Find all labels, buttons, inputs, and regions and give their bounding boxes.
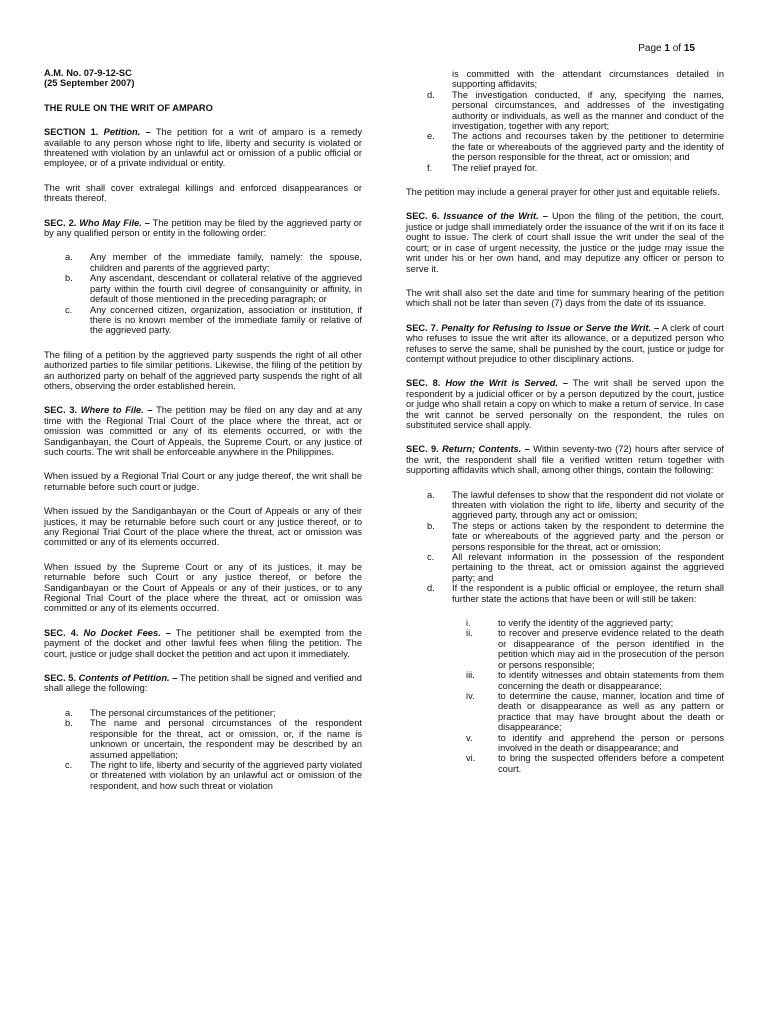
section-6-text: Upon the filing of the petition, the court, justice or judge shall immediately order the issuance of the writ if on its face it ought to issue. The clerk of court shall issue the writ under the seal of the court; or in case of urgent necessity, the justice or the judge may issue the writ under his or her own hand, and may deputize any officer or person to serve it. (406, 211, 724, 274)
list-item: b. The name and personal circumstances of the respondent responsible for the threat, act or omission, or, if the name is unknown or uncertain, the respondent may be described by an assumed appellation; (65, 718, 362, 760)
section-1-text: The petition for a writ of amparo is a remedy available to any person whose right to life, liberty and security is violated or threatened with violation by an unlawful act or omission of a public official or employee, or of a private individual or entity. (44, 127, 362, 169)
section-8: SEC. 8. How the Writ is Served. – The writ shall be served upon the respondent by a judicial officer or by a person deputized by the court, justice or judge who shall retain a copy on which to make a return of service. In case the writ cannot be served personally on the respondent, the rules on substituted service shall apply. (406, 378, 724, 430)
section-3-text: The petition may be filed on any day and at any time with the Regional Trial Court of the place where the threat, act or omission was committed or any of its elements occurred, or with the Sandiganbayan, the Court of Appeals, the Supreme Court, or any justice of such courts. The writ shall be enforceable anywhere in the Philippines. (44, 405, 362, 457)
section-5-paragraph-2: The petition may include a general prayer for other just and equitable reliefs. (406, 187, 720, 198)
section-9-number: SEC. 9. (406, 444, 439, 455)
section-7: SEC. 7. Penalty for Refusing to Issue or Serve the Writ. – A clerk of court who refuses to issue the writ after its allowance, or a deputized person who refuses to serve the same, shall be punished by the court, justice or judge for contempt without prejudice to other disciplinary actions. (406, 322, 724, 364)
section-2-number: SEC. 2. (44, 217, 77, 228)
section-2-text: The petition may be filed by the aggrieved party or by any qualified person or entity in the following order: (44, 217, 362, 239)
section-6-paragraph-2: The writ shall also set the date and time for summary hearing of the petition which shall not be later than seven (7) days from the date of its issuance. (406, 287, 724, 309)
section-5-number: SEC. 5. (44, 673, 77, 684)
section-2-list (44, 252, 362, 335)
roman-list-item: vi. to bring the suspected offenders before a competent court. (466, 753, 724, 774)
section-3-heading: Where to File. (80, 405, 144, 416)
page-total: 15 (683, 43, 695, 54)
roman-list-item: v. to identify and apprehend the person or persons involved in the death or disappearance; and (466, 732, 724, 753)
section-5-list-continued (406, 69, 724, 173)
case-date: (25 September 2007) (44, 78, 135, 89)
section-9-roman-list (406, 618, 724, 774)
section-1-paragraph-2: The writ shall cover extralegal killings and enforced disappearances or threats thereof. (44, 182, 362, 204)
list-item-continuation: is committed with the attendant circumstances detailed in supporting affidavits; (452, 69, 724, 90)
right-column (406, 69, 724, 774)
list-item: b. Any ascendant, descendant or collateral relative of the aggrieved party within the fourth civil degree of consanguinity or affinity, in default of those mentioned in the preceding paragraph; or (65, 273, 362, 305)
section-5-heading: Contents of Petition. (78, 673, 170, 684)
page-of: of (672, 43, 682, 54)
list-item: c. The right to life, liberty and security of the aggrieved party violated or threatened with violation by an unlawful act or omission of the respondent, and how such threat or violation (65, 759, 362, 791)
section-6: SEC. 6. Issuance of the Writ. – Upon the filing of the petition, the court, justice or judge shall immediately order the issuance of the writ if on its face it ought to issue. The clerk of court shall issue the writ under the seal of the court; or in case of urgent necessity, the justice or the judge may issue the writ under his or her own hand, and may deputize any officer or person to serve it. (406, 211, 724, 274)
section-3-paragraph-3: When issued by the Sandiganbayan or the Court of Appeals or any of their justices, it may be returnable before such court or any justice thereof, or to any Regional Trial Court of the place where the threat, act or omission was committed or any of its elements occurred. (44, 506, 362, 548)
section-7-text: A clerk of court who refuses to issue the writ after its allowance, or a deputized person who refuses to serve the same, shall be punished by the court, justice or judge for contempt without prejudice to other disciplinary actions. (406, 322, 724, 364)
section-8-number: SEC. 8. (406, 378, 441, 389)
section-9-heading: Return; Contents. (442, 444, 522, 455)
section-2-heading: Who May File. (79, 217, 142, 228)
section-8-text: The writ shall be served upon the respondent by a judicial officer or by a person deputized by the court, justice or judge who shall retain a copy on which to make a return of service. In case the writ cannot be served personally on the respondent, the rules on substituted service shall apply. (406, 378, 724, 430)
page-prefix: Page (638, 43, 662, 54)
section-1: SECTION 1. Petition. – The petition for a writ of amparo is a remedy available to any person whose right to life, liberty and security is violated or threatened with violation by an unlawful act or omission of a public official or employee, or of a private individual or entity. (44, 127, 362, 169)
section-2-paragraph-2: The filing of a petition by the aggrieved party suspends the right of all other authorized parties to file similar petitions. Likewise, the filing of the petition by an authorized party on behalf of the aggrieved party suspends the right of all others, observing the order established herein. (44, 349, 362, 391)
section-6-heading: Issuance of the Writ. (443, 211, 539, 222)
section-5-text: The petition shall be signed and verified and shall allege the following: (44, 673, 362, 694)
roman-list-item: iv. to determine the cause, manner, location and time of death or disappearance as well as any pattern or practice that may have brought about the death or disappearance; (466, 690, 724, 733)
section-7-number: SEC. 7. (406, 322, 439, 333)
section-6-number: SEC. 6. (406, 211, 440, 222)
section-3-number: SEC. 3. (44, 405, 78, 416)
case-number: A.M. No. 07-9-12-SC (44, 68, 132, 78)
section-9-list (406, 490, 724, 604)
roman-list-item: i. to verify the identity of the aggrieved party; (466, 618, 674, 629)
list-item: d. If the respondent is a public official or employee, the return shall further state the actions that have been or will still be taken: (427, 583, 724, 604)
list-item: d. The investigation conducted, if any, specifying the names, personal circumstances, and addresses of the investigating authority or individuals, as well as the manner and conduct of the investigation, together with any report; (427, 89, 724, 132)
section-7-heading: Penalty for Refusing to Issue or Serve the Writ. (441, 322, 652, 333)
roman-list-item: ii. to recover and preserve evidence related to the death or disappearance of the person identified in the petition which may aid in the prosecution of the person or persons responsible; (466, 628, 724, 670)
section-3-paragraph-2: When issued by a Regional Trial Court or any judge thereof, the writ shall be returnable before such court or judge. (44, 471, 362, 492)
section-2: SEC. 2. Who May File. – The petition may be filed by the aggrieved party or by any qualified person or entity in the following order: (44, 217, 362, 239)
left-column (44, 68, 362, 791)
document-title: THE RULE ON THE WRIT OF AMPARO (44, 102, 213, 113)
page-number (638, 43, 695, 54)
section-3-paragraph-4: When issued by the Supreme Court or any of its justices, it may be returnable before such Court or any justice thereof, or before the Sandiganbayan or the Court of Appeals or any of their justices, or to any Regional Trial Court of the place where the threat, act or omission was committed or any of its elements occurred. (44, 561, 362, 614)
list-item: e. The actions and recourses taken by the petitioner to determine the fate or whereabouts of the aggrieved party and the identity of the person responsible for the threat, act or omission; and (427, 131, 724, 163)
section-9: SEC. 9. Return; Contents. – Within seventy-two (72) hours after service of the writ, the respondent shall file a verified written return together with supporting affidavits which shall, among other things, contain the following: (406, 444, 724, 476)
section-4-number: SEC. 4. (44, 627, 79, 638)
roman-list-item: iii. to identify witnesses and obtain statements from them concerning the death or disappearance; (466, 670, 724, 691)
section-8-heading: How the Writ is Served. (445, 378, 558, 389)
list-item: c. All relevant information in the possession of the respondent pertaining to the threat, act or omission against the aggrieved party; and (427, 552, 724, 583)
list-item: f. The relief prayed for. (427, 162, 538, 173)
section-3: SEC. 3. Where to File. – The petition may be filed on any day and at any time with the Regional Trial Court of the place where the threat, act or omission was committed or any of its elements occurred, or with the Sandiganbayan, the Court of Appeals, the Supreme Court, or any justice of such courts. The writ shall be enforceable anywhere in the Philippines. (44, 405, 362, 457)
list-item: a. The lawful defenses to show that the respondent did not violate or threaten with violation the right to life, liberty and security of the aggrieved party, through any act or omission; (427, 489, 724, 521)
list-item: a. The personal circumstances of the petitioner; (65, 707, 276, 718)
section-5: SEC. 5. Contents of Petition. – The petition shall be signed and verified and shall allege the following: (44, 673, 362, 694)
list-item: a. Any member of the immediate family, namely: the spouse, children and parents of the aggrieved party; (65, 252, 362, 273)
section-4-heading: No Docket Fees. (83, 627, 161, 638)
section-9-text: Within seventy-two (72) hours after service of the writ, the respondent shall file a verified written return together with supporting affidavits which shall, among other things, contain the following: (406, 444, 724, 476)
section-1-heading: Petition. (103, 127, 141, 138)
list-item: b. The steps or actions taken by the respondent to determine the fate or whereabouts of the aggrieved party and the person or persons responsible for the threat, act or omission; (427, 520, 724, 552)
section-1-number: SECTION 1. (44, 127, 99, 138)
section-4-text: The petitioner shall be exempted from the payment of the docket and other lawful fees when filing the petition. The court, justice or judge shall docket the petition and act upon it immediately. (44, 627, 362, 659)
list-item: c. Any concerned citizen, organization, association or institution, if there is no known member of the immediate family or relative of the aggrieved party. (65, 304, 362, 336)
section-5-list (44, 708, 362, 791)
section-4: SEC. 4. No Docket Fees. – The petitioner shall be exempted from the payment of the docket and other lawful fees when filing the petition. The court, justice or judge shall docket the petition and act upon it immediately. (44, 627, 362, 659)
page-current: 1 (664, 43, 670, 54)
